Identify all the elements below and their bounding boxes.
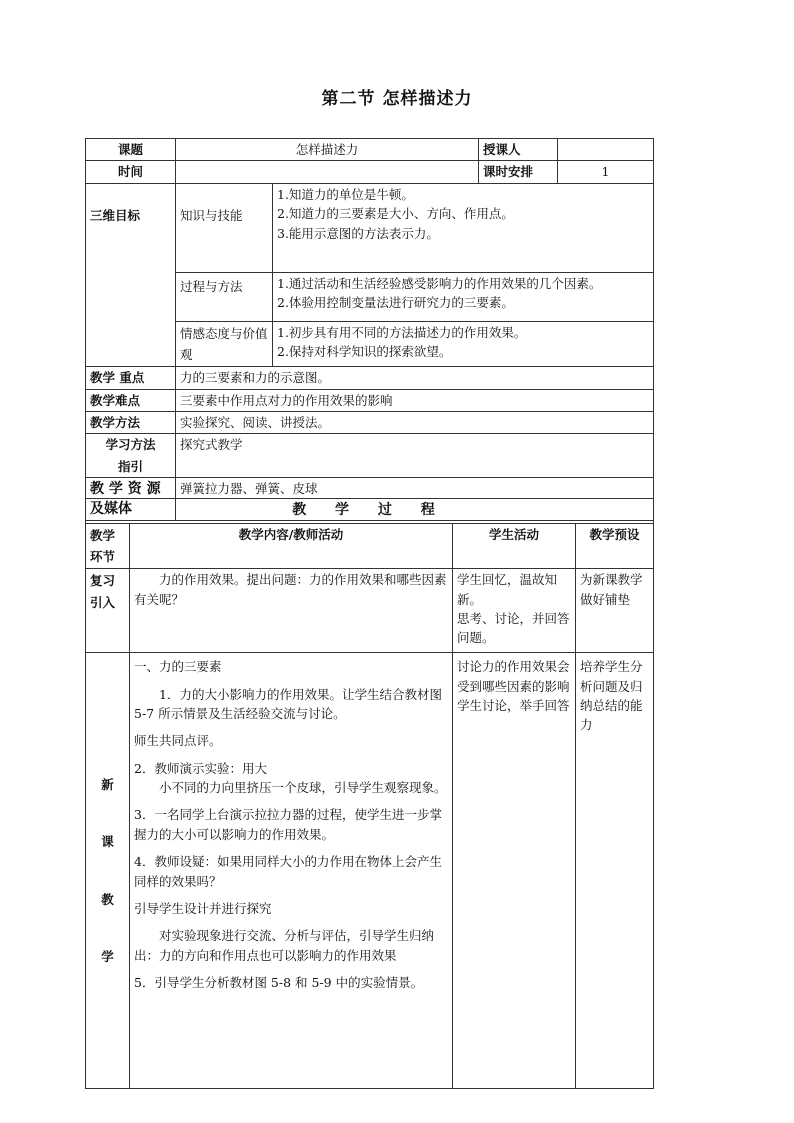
review-content: 力的作用效果。提出问题：力的作用效果和哪些因素有关呢？ <box>130 569 453 653</box>
content-paragraph: 2．教师演示实验：用大 <box>134 760 267 776</box>
content-paragraph: 4．教师设疑：如果用同样大小的力作用在物体上会产生同样的效果吗？ <box>134 854 442 889</box>
guide-value: 探究式教学 <box>176 434 654 478</box>
resources-value: 弹簧拉力器、弹簧、皮球 <box>176 477 654 521</box>
page-title: 第二节 怎样描述力 <box>321 89 473 109</box>
goal-items-knowledge <box>273 183 654 272</box>
teaching-process-table <box>85 498 654 1089</box>
topic-label: 课题 <box>86 139 176 161</box>
time-label: 时间 <box>86 161 176 183</box>
goal-item: 2.保持对科学知识的探索欲望。 <box>277 344 452 360</box>
difficulty-label: 教学难点 <box>86 389 176 411</box>
content-paragraph: 1．力的大小影响力的作用效果。让学生结合教材图 5-7 所示情景及生活经验交流与讨论。 <box>134 686 442 721</box>
lesson-info-table <box>85 138 654 521</box>
guide-label: 学习方法指引 <box>86 434 176 478</box>
goal-item: 2.知道力的三要素是大小、方向、作用点。 <box>277 206 514 222</box>
hours-value: 1 <box>558 161 654 183</box>
key-value: 力的三要素和力的示意图。 <box>176 367 654 389</box>
method-value: 实验探究、阅读、讲授法。 <box>176 412 654 434</box>
header-stage: 教学环节 <box>86 523 130 569</box>
difficulty-value: 三要素中作用点对力的作用效果的影响 <box>176 389 654 411</box>
content-paragraph: 一、力的三要素 <box>134 659 222 675</box>
content-paragraph: 师生共同点评。 <box>134 733 222 749</box>
goal-items-attitude <box>273 321 654 367</box>
goal-category-process: 过程与方法 <box>176 272 273 321</box>
teacher-value <box>558 139 654 161</box>
new-lesson-student: 讨论力的作用效果会受到哪些因素的影响 学生讨论，举手回答 <box>453 653 576 1089</box>
goal-item: 1.通过活动和生活经验感受影响力的作用效果的几个因素。 <box>277 275 602 291</box>
goal-category-attitude: 情感态度与价值观 <box>176 321 273 367</box>
goal-item: 1.知道力的单位是牛顿。 <box>277 186 414 202</box>
goal-items-process <box>273 272 654 321</box>
new-lesson-content <box>130 653 453 1089</box>
goal-item: 1.初步具有用不同的方法描述力的作用效果。 <box>277 324 527 340</box>
content-paragraph: 引导学生设计并进行探究 <box>134 900 272 916</box>
process-title: 教 学 过 程 <box>86 499 654 524</box>
review-stage: 复习引入 <box>86 569 130 653</box>
resources-label: 教 学 资 源 及媒体 <box>86 477 176 521</box>
header-student: 学生活动 <box>453 523 576 569</box>
header-design: 教学预设 <box>576 523 654 569</box>
time-value <box>176 161 479 183</box>
topic-value: 怎样描述力 <box>176 139 479 161</box>
goal-item: 2.体验用控制变量法进行研究力的三要素。 <box>277 295 514 311</box>
hours-label: 课时安排 <box>479 161 558 183</box>
method-label: 教学方法 <box>86 412 176 434</box>
new-lesson-stage: 新 课 教 学 <box>86 653 130 1089</box>
content-paragraph: 5．引导学生分析教材图 5-8 和 5-9 中的实验情景。 <box>134 975 424 991</box>
review-design: 为新课教学做好铺垫 <box>576 569 654 653</box>
review-student: 学生回忆，温故知新。 思考、讨论，并回答问题。 <box>453 569 576 653</box>
goals-label: 三维目标 <box>86 183 176 367</box>
content-paragraph: 对实验现象进行交流、分析与评估，引导学生归纳出：力的方向和作用点也可以影响力的作用效果 <box>134 928 435 963</box>
key-label: 教学 重点 <box>86 367 176 389</box>
new-lesson-design: 培养学生分析问题及归纳总结的能力 <box>576 653 654 1089</box>
header-content: 教学内容/教师活动 <box>130 523 453 569</box>
content-paragraph: 3．一名同学上台演示拉拉力器的过程，使学生进一步掌握力的大小可以影响力的作用效果。 <box>134 807 442 842</box>
goal-category-knowledge: 知识与技能 <box>176 183 273 272</box>
content-paragraph: 小不同的力向里挤压一个皮球，引导学生观察现象。 <box>159 780 447 796</box>
teacher-label: 授课人 <box>479 139 558 161</box>
goal-item: 3.能用示意图的方法表示力。 <box>277 225 439 241</box>
